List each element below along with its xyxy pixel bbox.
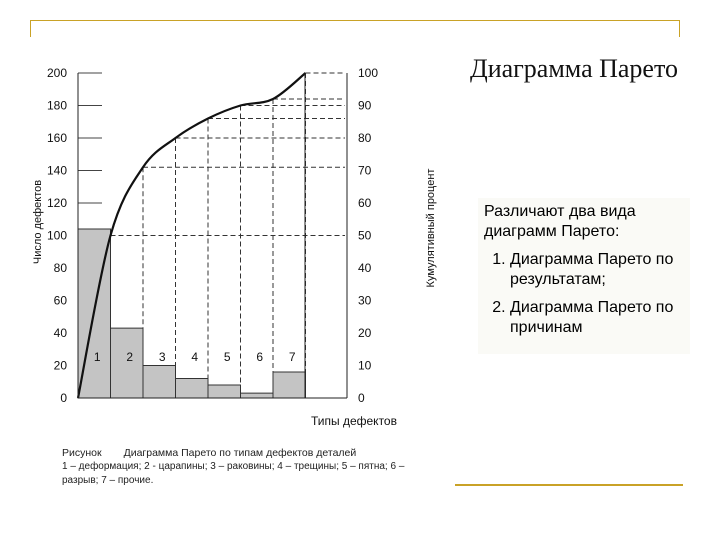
y2-tick-label: 20: [358, 326, 372, 340]
category-label: 7: [288, 350, 296, 364]
y-tick-label: 180: [46, 98, 67, 113]
list-item: 1. Диаграмма Парето по результатам;: [510, 250, 684, 290]
y-tick-label: 0: [60, 391, 67, 405]
category-label: 4: [191, 350, 199, 364]
x-axis-label: Типы дефектов: [311, 414, 397, 428]
y-tick-label: 20: [53, 358, 67, 373]
y2-tick-label: 30: [358, 293, 372, 308]
caption-legend: 1 – деформация; 2 - царапины; 3 – раковины; 4 – трещины; 5 – пятна; 6 – разрыв; 7 – прочие.: [62, 461, 405, 486]
caption-title: Диаграмма Парето по типам дефектов деталей: [123, 447, 357, 459]
bar-5: [208, 385, 241, 398]
bar-4: [176, 379, 209, 399]
y-tick-label: 100: [46, 228, 67, 243]
y-tick-label: 160: [46, 131, 67, 145]
bar-3: [143, 366, 176, 399]
y2-tick-label: 90: [358, 98, 372, 113]
y2-tick-label: 40: [358, 261, 372, 275]
category-label: 2: [126, 350, 134, 364]
y2-axis-label: Кумулятивный процент: [425, 168, 437, 288]
category-label: 3: [158, 350, 166, 364]
y2-tick-label: 10: [358, 358, 372, 373]
y-axis-label: Число дефектов: [32, 179, 44, 265]
figure-caption: [62, 446, 442, 488]
y-tick-label: 80: [53, 261, 67, 275]
y-tick-label: 200: [46, 66, 67, 80]
category-label: 5: [223, 350, 231, 364]
bar-7: [273, 372, 306, 398]
list-item: 2. Диаграмма Парето по причинам: [510, 298, 684, 338]
caption-label: Рисунок: [62, 447, 102, 459]
text-intro: Различают два вида диаграмм Парето:: [484, 203, 636, 240]
y2-tick-label: 100: [358, 66, 379, 80]
y2-tick-label: 70: [358, 163, 372, 178]
category-label: 6: [256, 350, 264, 364]
bar-6: [241, 393, 274, 398]
y-tick-label: 140: [46, 163, 67, 178]
y2-tick-label: 60: [358, 196, 372, 210]
y-tick-label: 120: [46, 196, 67, 210]
category-label: 1: [93, 350, 101, 364]
y2-tick-label: 50: [358, 228, 372, 243]
y2-tick-label: 80: [358, 131, 372, 145]
y-tick-label: 40: [53, 326, 67, 340]
y2-tick-label: 0: [358, 391, 365, 405]
slide-title: Диаграмма Парето: [469, 54, 678, 83]
y-tick-label: 60: [53, 293, 67, 308]
